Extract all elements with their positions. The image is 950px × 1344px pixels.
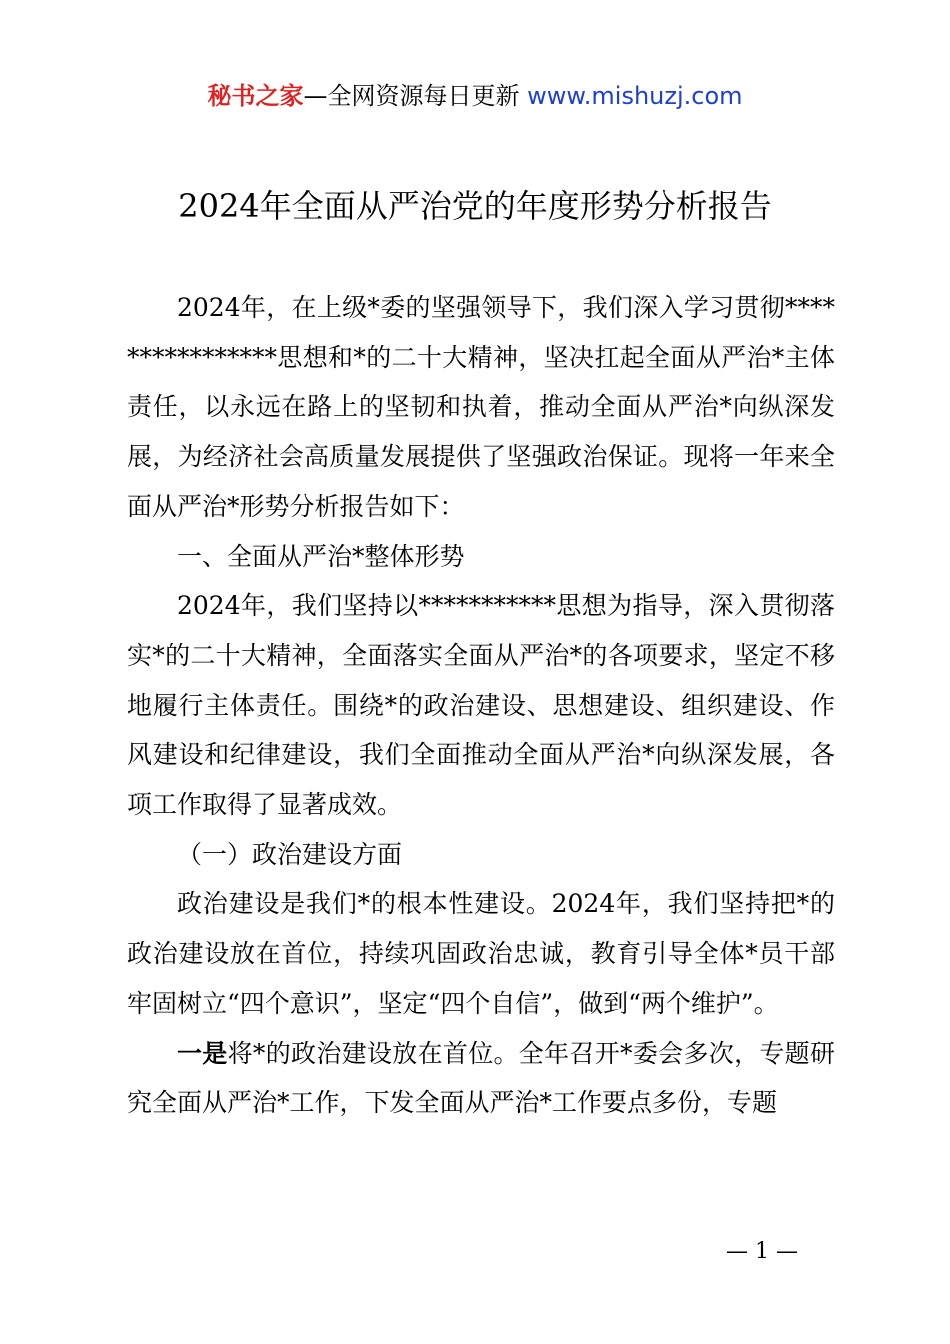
point-paragraph-first [127, 1029, 835, 1128]
point-body-text: 将*的政治建设放在首位。全年召开*委会多次，专题研究全面从严治*工作，下发全面从严治*工作要点多份，专题 [127, 1038, 835, 1118]
intro-paragraph: 2024年，在上级*委的坚强领导下，我们深入学习贯彻****************思想和*的二十大精神，坚决扛起全面从严治*主体责任，以永远在路上的坚韧和执着，推动全面从严治*向纵深发展，为经济社会高质量发展提供了坚强政治保证。现将一年来全面从严治*形势分析报告如下： [127, 293, 835, 521]
point-lead-text: 一是 [177, 1038, 228, 1068]
site-brand-name: 秘书之家 [207, 82, 304, 110]
subsection-paragraph-political-building: 政治建设是我们*的根本性建设。2024年，我们坚持把*的政治建设放在首位，持续巩固政治忠诚，教育引导全体*员干部牢固树立“四个意识”，坚定“四个自信”，做到“两个维护”。 [127, 889, 835, 1018]
section-paragraph-overall-situation: 2024年，我们坚持以***********思想为指导，深入贯彻落实*的二十大精神，全面落实全面从严治*的各项要求，坚定不移地履行主体责任。围绕*的政治建设、思想建设、组织建设、作风建设和纪律建设，我们全面推动全面从严治*向纵深发展，各项工作取得了显著成效。 [127, 591, 835, 820]
document-title: 2024年全面从严治党的年度形势分析报告 [178, 187, 772, 225]
site-header-banner [0, 80, 950, 112]
page-number: — 1 — [726, 1239, 798, 1264]
section-heading-overall-situation: 一、全面从严治*整体形势 [177, 541, 465, 571]
document-body [127, 283, 835, 1128]
subsection-heading-political-building: （一）政治建设方面 [177, 839, 403, 869]
site-slogan: —全网资源每日更新 [303, 82, 520, 110]
site-url-link[interactable]: www.mishuzj.com [527, 82, 743, 110]
